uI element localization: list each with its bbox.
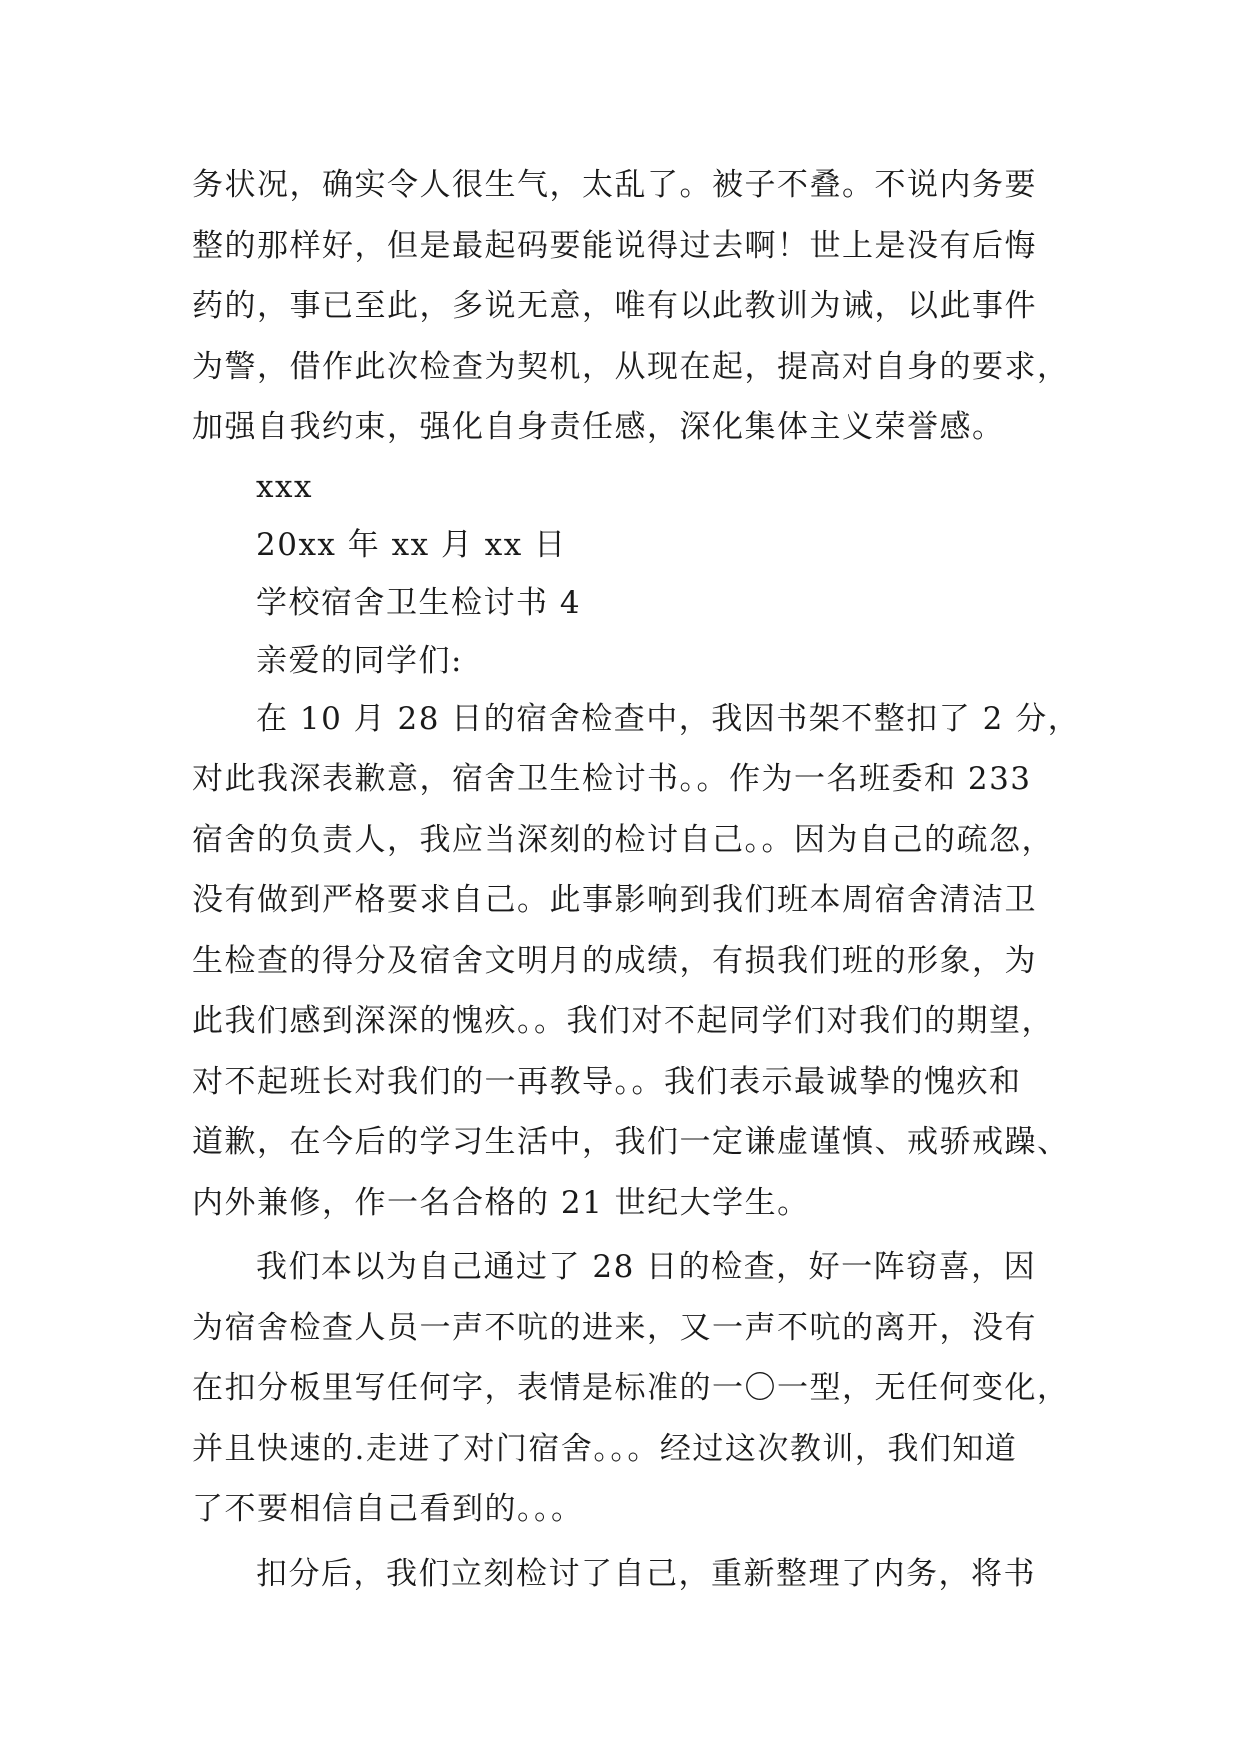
text-line: 药的，事已至此，多说无意，唯有以此教训为诫，以此事件 bbox=[192, 288, 1037, 324]
text-line: 没有做到严格要求自己。此事影响到我们班本周宿舍清洁卫 bbox=[192, 882, 1037, 918]
text-line: 并且快速的.走进了对门宿舍。。。经过这次教训，我们知道 bbox=[192, 1431, 1018, 1467]
signature-name: xxx bbox=[256, 469, 313, 505]
text-line: 内外兼修，作一名合格的 21 世纪大学生。 bbox=[192, 1185, 810, 1221]
text-line: 为警，借作此次检查为契机，从现在起，提高对自身的要求， bbox=[192, 349, 1070, 385]
text-line: 在扣分板里写任何字，表情是标准的一〇一型，无任何变化， bbox=[192, 1370, 1070, 1406]
text-line: 宿舍的负责人，我应当深刻的检讨自己。。因为自己的疏忽， bbox=[192, 822, 1054, 858]
salutation: 亲爱的同学们: bbox=[256, 643, 463, 679]
text-line: 对不起班长对我们的一再教导。。我们表示最诚挚的愧疚和 bbox=[192, 1064, 1022, 1100]
text-line: 为宿舍检查人员一声不吭的进来，又一声不吭的离开，没有 bbox=[192, 1310, 1037, 1346]
text-line: 了不要相信自己看到的。。。 bbox=[192, 1491, 584, 1527]
section-title: 学校宿舍卫生检讨书 4 bbox=[256, 585, 582, 621]
text-line: 此我们感到深深的愧疚。。我们对不起同学们对我们的期望， bbox=[192, 1003, 1054, 1039]
text-line: 务状况，确实令人很生气，太乱了。被子不叠。不说内务要 bbox=[192, 167, 1037, 203]
text-line: 加强自我约束，强化自身责任感，深化集体主义荣誉感。 bbox=[192, 409, 1005, 445]
text-line: 生检查的得分及宿舍文明月的成绩，有损我们班的形象，为 bbox=[192, 943, 1037, 979]
text-line: 扣分后，我们立刻检讨了自己，重新整理了内务，将书 bbox=[256, 1556, 1036, 1592]
text-line: 对此我深表歉意，宿舍卫生检讨书。。作为一名班委和 233 bbox=[192, 761, 1032, 797]
signature-date: 20xx 年 xx 月 xx 日 bbox=[256, 527, 567, 563]
text-line: 整的那样好，但是最起码要能说得过去啊！世上是没有后悔 bbox=[192, 228, 1037, 264]
text-line: 在 10 月 28 日的宿舍检查中，我因书架不整扣了 2 分， bbox=[256, 701, 1081, 737]
text-line: 道歉，在今后的学习生活中，我们一定谦虚谨慎、戒骄戒躁、 bbox=[192, 1124, 1070, 1160]
text-line: 我们本以为自己通过了 28 日的检查，好一阵窃喜，因 bbox=[256, 1249, 1037, 1285]
